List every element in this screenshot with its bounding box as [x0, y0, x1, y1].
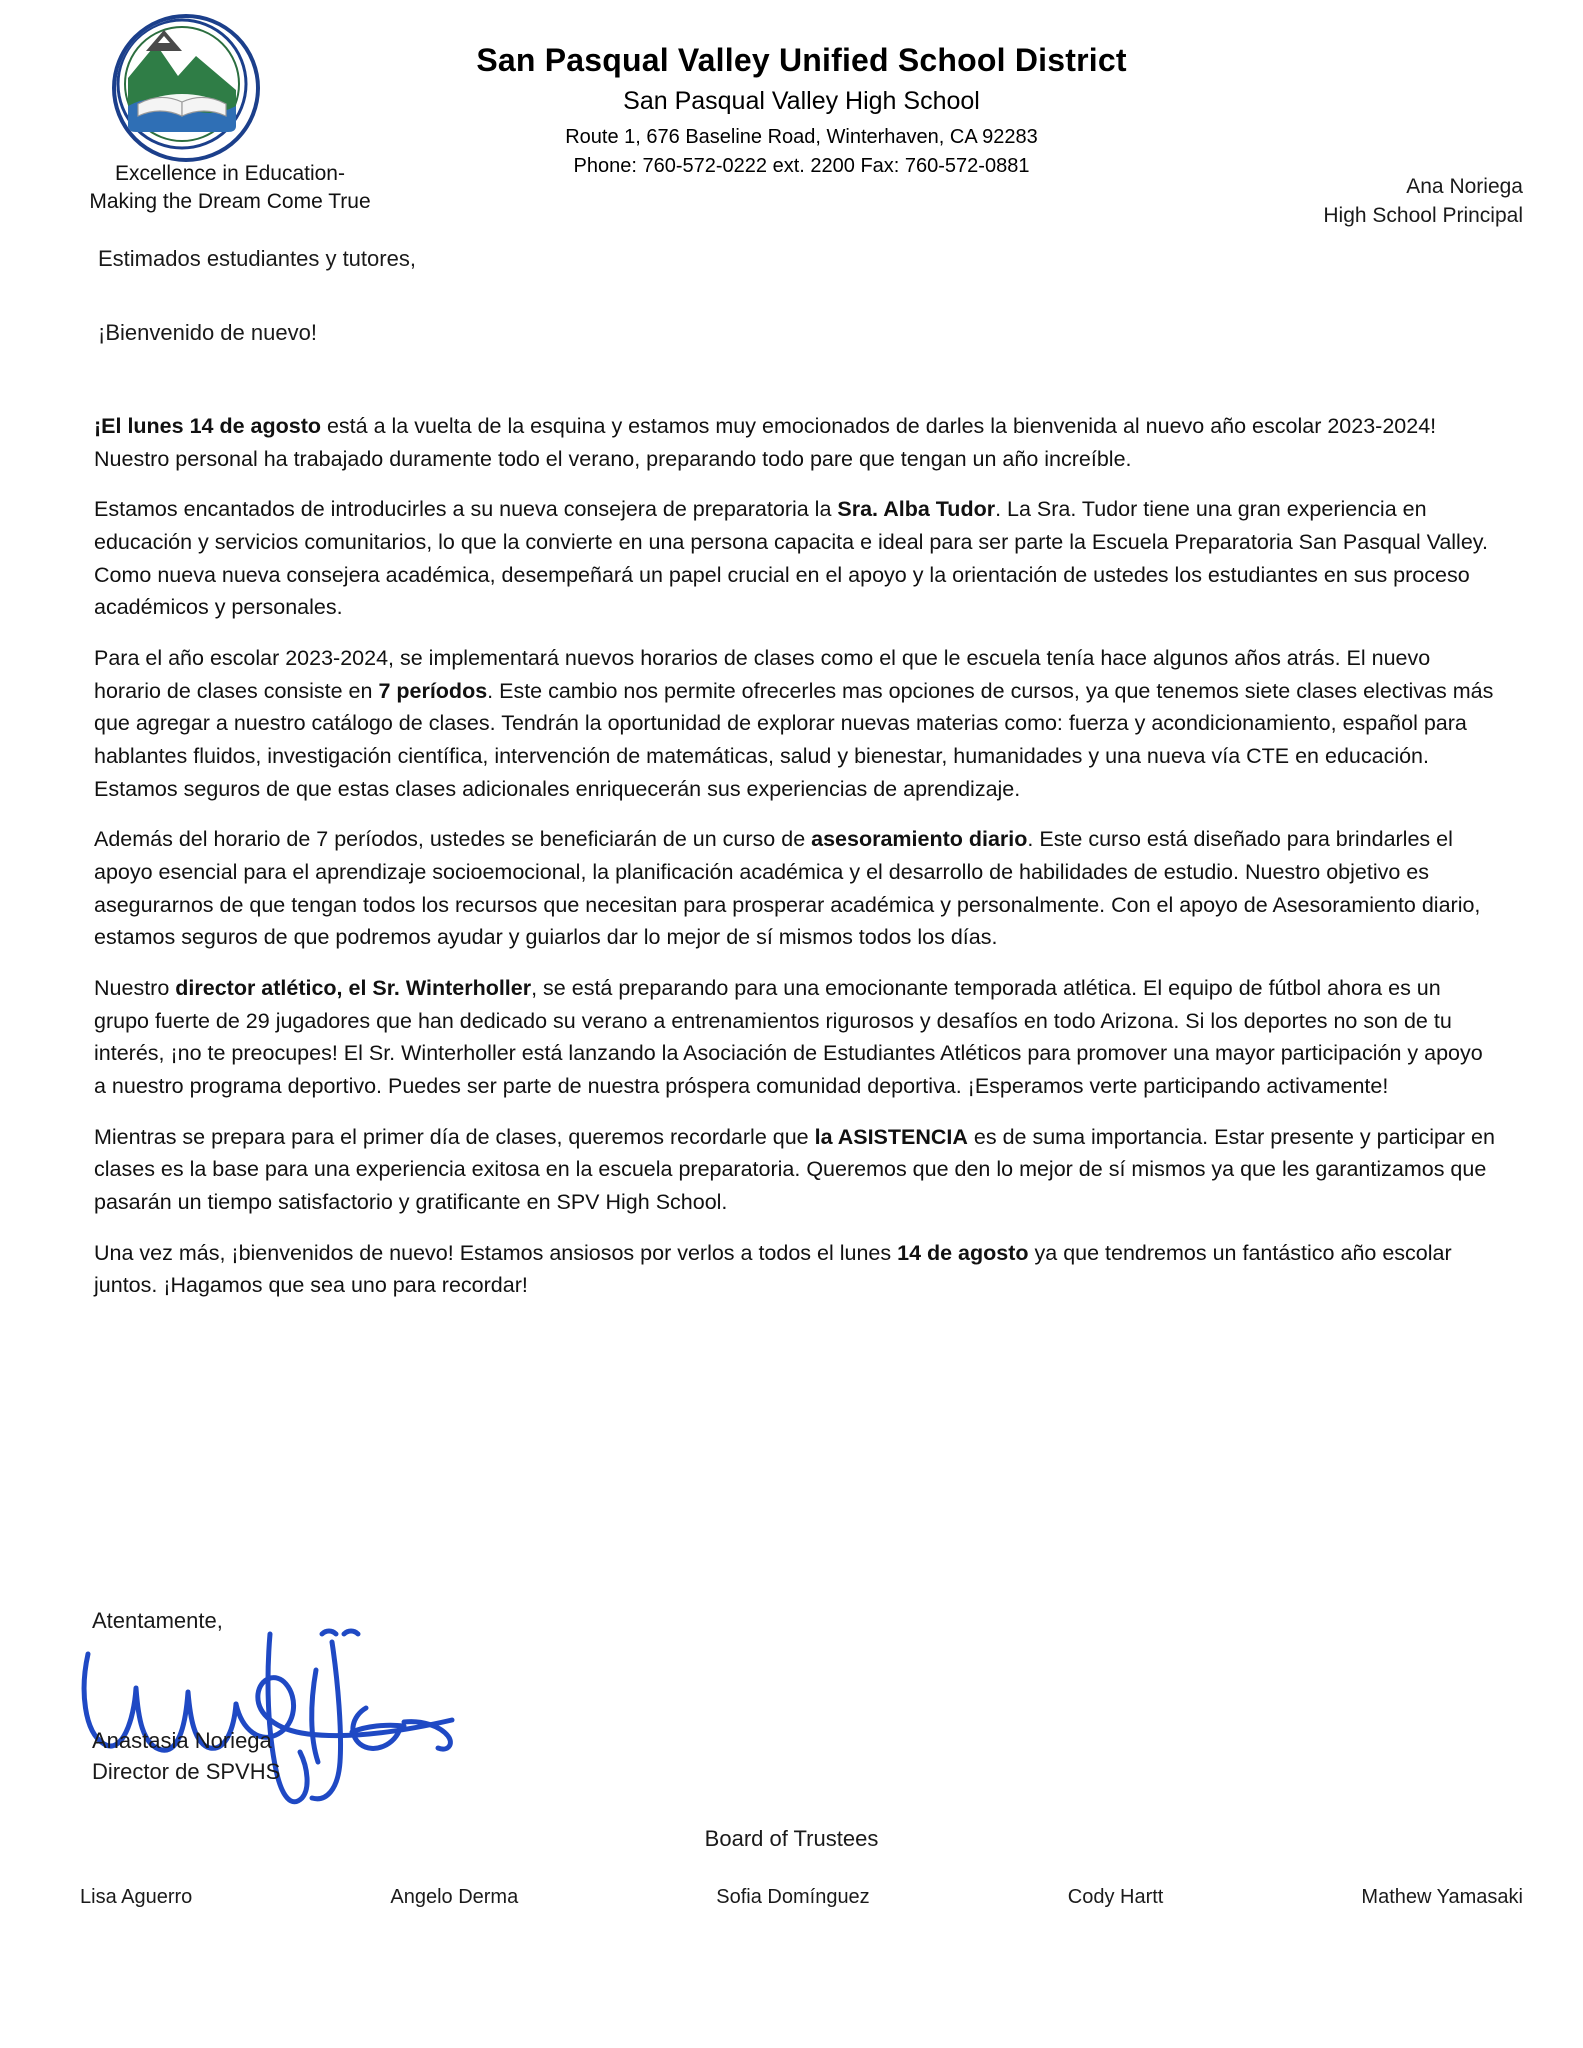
body-text: . Este curso está diseñado para brindarles el apoyo esencial para el aprendizaje socioemocional, la planificación académica y el desarrollo de habilidades de estudio. Nuestro objetivo es asegurarnos de que tengan todos los recursos que necesitan para prosperar académica y personalmente. Con el apoyo de Asesoramiento diario, estamos seguros de que podremos ayudar y guiarlos dar lo mejor de sí mismos todos los días. [94, 827, 1481, 950]
body-text: . La Sra. Tudor tiene una gran experiencia en educación y servicios comunitarios, lo que la convierte en una persona capacita e ideal para ser parte la Escuela Preparatoria San Pasqual Valley. Como nueva nueva consejera académica, desempeñará un papel crucial en el apoyo y la orientación de ustedes los estudiantes en sus proceso académicos y personales. [94, 497, 1488, 620]
motto-line-2: Making the Dream Come True [89, 190, 371, 214]
district-name: San Pasqual Valley Unified School District [476, 42, 1127, 78]
paragraph [94, 410, 1495, 475]
emphasis-text: asesoramiento diario [811, 827, 1028, 852]
board-of-trustees-list [80, 1886, 1523, 1909]
emphasis-text: ¡El lunes 14 de agosto [94, 414, 321, 438]
body-text: Estamos encantados de introducirles a su nueva consejera de preparatoria la [94, 497, 838, 522]
salutation: Estimados estudiantes y tutores, [98, 246, 416, 271]
district-motto [60, 160, 400, 217]
board-of-trustees-title: Board of Trustees [704, 1826, 879, 1851]
body-text: Nuestro [94, 976, 176, 1001]
principal-block [1323, 172, 1523, 231]
signer-title: Director de SPVHS [92, 1759, 281, 1785]
body-text: Para el año escolar 2023-2024, se implementará nuevos horarios de clases como el que le escuela tenía hace algunos años atrás. El nuevo horario de clases consiste en [94, 646, 1431, 703]
principal-title: High School Principal [1323, 204, 1523, 228]
trustee-name: Angelo Derma [390, 1886, 519, 1908]
trustee-name: Mathew Yamasaki [1361, 1886, 1523, 1908]
body-text: Mientras se prepara para el primer día de clases, queremos recordarle que [94, 1124, 815, 1149]
letter-body [94, 410, 1495, 1320]
paragraph [94, 1237, 1495, 1302]
paragraph [94, 972, 1495, 1103]
welcome-line: ¡Bienvenido de nuevo! [98, 320, 317, 345]
motto-line-1: Excellence in Education- [115, 162, 345, 185]
district-logo [112, 14, 252, 154]
body-text: , se está preparando para una emocionante temporada atlética. El equipo de fútbol ahora es un grupo fuerte de 29 jugadores que han dedicado su verano a entrenamientos rigurosos y desafíos en todo Arizona. Si los deportes no son de tu interés, ¡no te preocupes! El Sr. Winterholler está lanzando la Asociación de Estudiantes Atléticos para promover una mayor participación y apoyo a nuestro programa deportivo. Puedes ser parte de nuestra próspera comunidad deportiva. ¡Esperamos verte participando activamente! [94, 976, 1483, 1099]
body-text: está a la vuelta de la esquina y estamos muy emocionados de darles la bienvenida al nuevo año escolar 2023-2024! Nuestro personal ha trabajado duramente todo el verano, preparando todo pare que tengan un año increíble. [94, 414, 1437, 471]
paragraph [94, 823, 1495, 954]
emphasis-text: la ASISTENCIA [814, 1124, 968, 1149]
signature-block [92, 1725, 280, 1787]
signer-name: Anastasia Noriega [92, 1728, 272, 1753]
emphasis-text: 14 de agosto [897, 1240, 1029, 1265]
paragraph [94, 642, 1495, 805]
paragraph [94, 1121, 1495, 1219]
emphasis-text: Sra. Alba Tudor [837, 497, 996, 522]
trustee-name: Sofia Domínguez [716, 1886, 870, 1908]
principal-name: Ana Noriega [1406, 175, 1523, 198]
body-text: ya que tendremos un fantástico año escolar juntos. ¡Hagamos que sea uno para recordar! [94, 1240, 1452, 1298]
emphasis-text: director atlético, el Sr. Winterholler [175, 976, 532, 1001]
body-text: Una vez más, ¡bienvenidos de nuevo! Estamos ansiosos por verlos a todos el lunes [94, 1240, 898, 1265]
phone-line: Phone: 760-572-0222 ext. 2200 Fax: 760-572-0881 [573, 155, 1030, 177]
mountain-book-seal-icon [112, 14, 260, 162]
letterhead [0, 0, 1583, 240]
trustee-name: Cody Hartt [1067, 1886, 1164, 1908]
emphasis-text: 7 períodos [378, 678, 488, 703]
closing-line: Atentamente, [92, 1608, 223, 1633]
body-text: es de suma importancia. Estar presente y participar en clases es la base para una experiencia exitosa en la escuela preparatoria. Queremos que den lo mejor de sí mismos ya que les garantizamos que pasarán un tiempo satisfactorio y gratificante en SPV High School. [94, 1124, 1495, 1215]
letterhead-center [60, 42, 1523, 178]
body-text: . Este cambio nos permite ofrecerles mas opciones de cursos, ya que tenemos siete clases electivas más que agregar a nuestro catálogo de clases. Tendrán la oportunidad de explorar nuevas materias como: fuerza y acondicionamiento, español para hablantes fluidos, investigación científica, intervención de matemáticas, salud y bienestar, humanidades y una nueva vía CTE en educación. Estamos seguros de que estas clases adicionales enriquecerán sus experiencias de aprendizaje. [94, 678, 1494, 801]
body-text: Además del horario de 7 períodos, ustedes se beneficiarán de un curso de [94, 827, 812, 852]
paragraph [94, 493, 1495, 624]
trustee-name: Lisa Aguerro [80, 1886, 193, 1908]
school-name: San Pasqual Valley High School [623, 87, 980, 115]
address-line: Route 1, 676 Baseline Road, Winterhaven, CA 92283 [565, 126, 1038, 148]
